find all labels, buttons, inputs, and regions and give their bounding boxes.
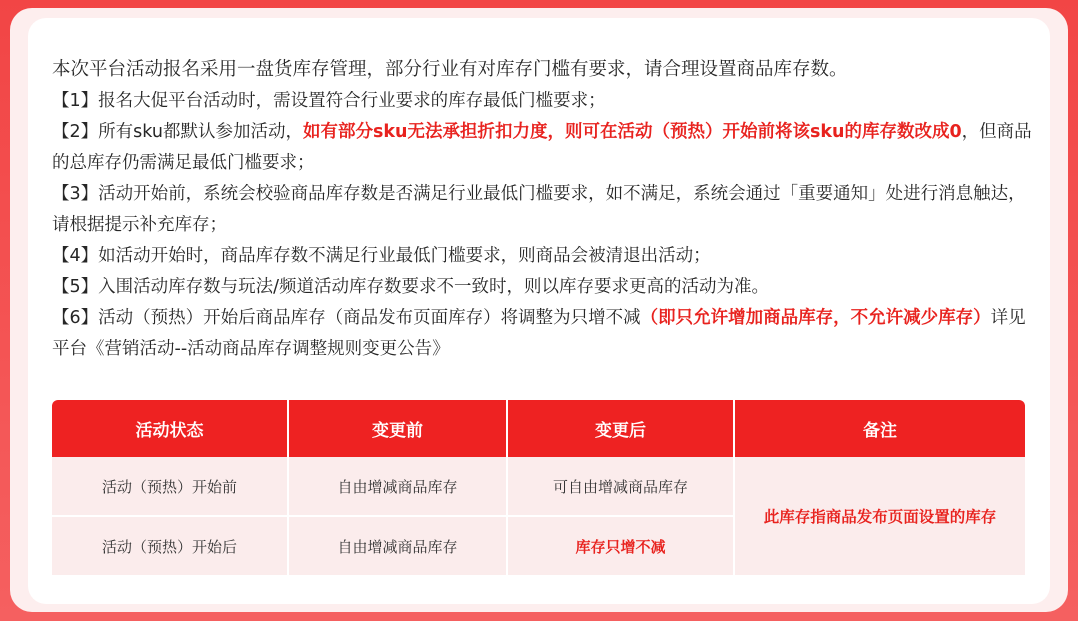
rule-text: 【4】如活动开始时，商品库存数不满足行业最低门槛要求，则商品会被清退出活动；: [52, 246, 711, 266]
rule-text: 【1】报名大促平台活动时，需设置符合行业要求的库存最低门槛要求；: [52, 91, 606, 111]
cell-before: 自由增减商品库存: [289, 457, 508, 517]
header-after: 变更后: [508, 400, 735, 457]
rule-5: [52, 272, 1042, 303]
cell-status: 活动（预热）开始后: [52, 517, 289, 577]
rule-1: [52, 86, 1042, 117]
rule-text: 【2】所有sku都默认参加活动，: [52, 122, 303, 142]
rule-2: [52, 117, 1042, 179]
cell-note: 此库存指商品发布页面设置的库存: [735, 457, 1025, 577]
inventory-rules-table: [52, 400, 1025, 577]
header-status: 活动状态: [52, 400, 289, 457]
rule-text: 详见平台《营销活动--活动商品库存调整规则变更公告》: [52, 308, 1026, 359]
rule-4: [52, 241, 1042, 272]
cell-status: 活动（预热）开始前: [52, 457, 289, 517]
header-note: 备注: [735, 400, 1025, 457]
rule-highlight: （即只允许增加商品库存，不允许减少库存）: [640, 308, 991, 328]
rule-3: [52, 179, 1042, 241]
rule-text: 【5】入围活动库存数与玩法/频道活动库存数要求不一致时，则以库存要求更高的活动为准。: [52, 277, 770, 297]
rule-text: 【6】活动（预热）开始后商品库存（商品发布页面库存）将调整为只增不减: [52, 308, 641, 328]
cell-after: 可自由增减商品库存: [508, 457, 735, 517]
rule-6: [52, 303, 1042, 365]
table-row: [52, 457, 1025, 517]
header-before: 变更前: [289, 400, 508, 457]
notice-text: [52, 54, 1042, 365]
rule-text: ，但商品的总库存仍需满足最低门槛要求；: [52, 122, 1032, 173]
notice-card: [10, 8, 1068, 612]
rule-highlight: 如有部分sku无法承担折扣力度，则可在活动（预热）开始前将该sku的库存数改成0: [302, 122, 962, 142]
cell-after: 库存只增不减: [508, 517, 735, 577]
rule-text: 【3】活动开始前，系统会校验商品库存数是否满足行业最低门槛要求，如不满足，系统会通过「重要通知」处进行消息触达，请根据提示补充库存；: [52, 184, 1026, 235]
notice-panel: [28, 18, 1050, 604]
intro-text: 本次平台活动报名采用一盘货库存管理，部分行业有对库存门槛有要求，请合理设置商品库存数。: [52, 59, 848, 80]
cell-before: 自由增减商品库存: [289, 517, 508, 577]
table-header-row: [52, 400, 1025, 457]
